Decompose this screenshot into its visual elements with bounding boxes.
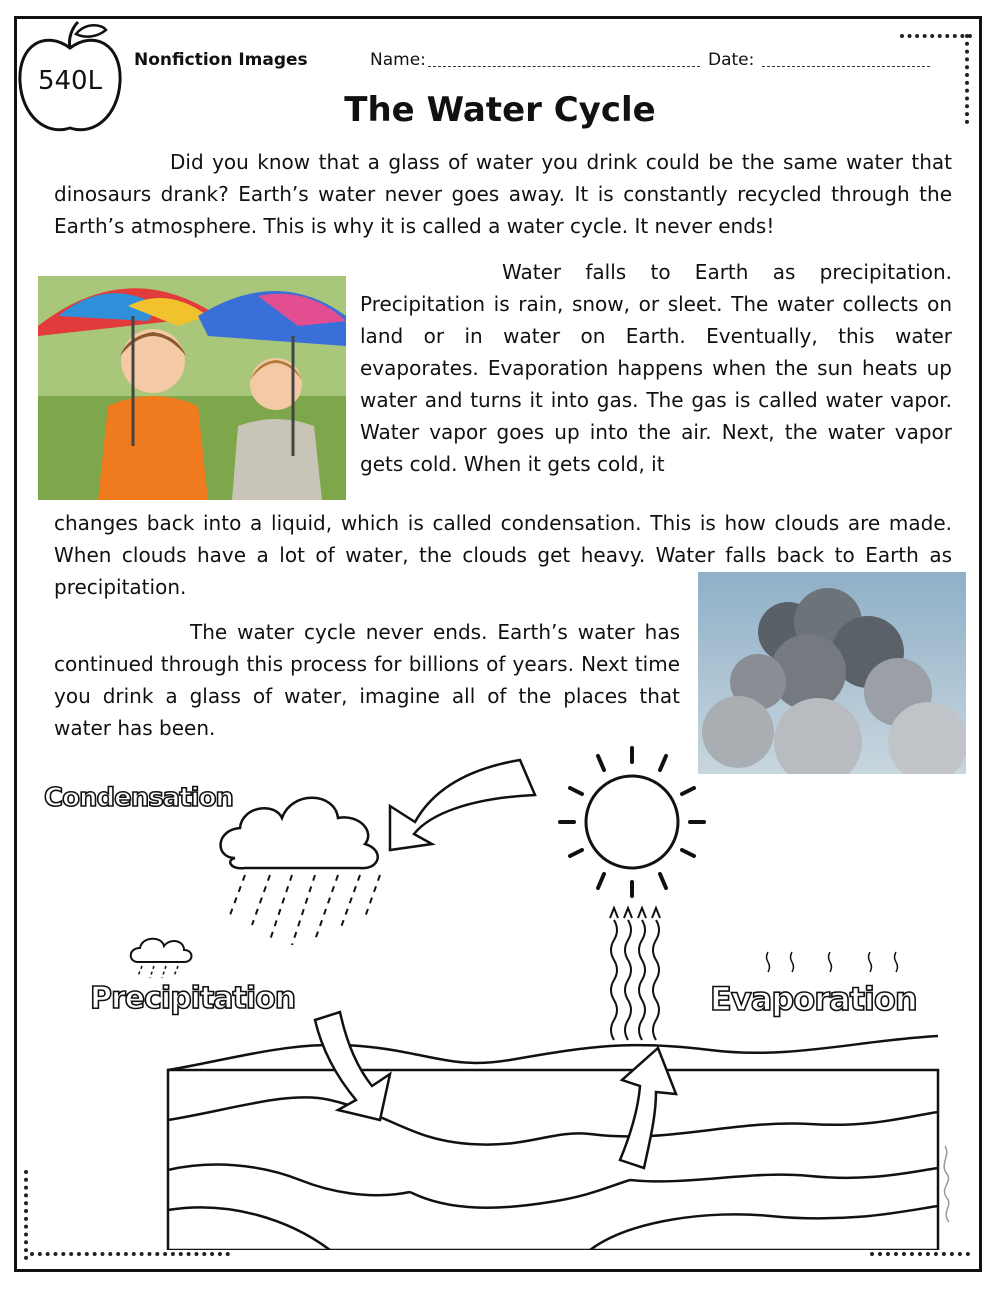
sun-icon bbox=[560, 748, 704, 896]
date-label: Date: bbox=[708, 50, 755, 70]
condensation-arrow-icon bbox=[390, 760, 535, 850]
dotted-border-bottom-right bbox=[870, 1252, 970, 1264]
name-field-line[interactable] bbox=[428, 66, 700, 67]
dotted-border-top bbox=[900, 34, 972, 48]
water-cycle-diagram bbox=[30, 740, 970, 1250]
landscape-drawing bbox=[168, 1036, 938, 1250]
paragraph-3 bbox=[54, 616, 680, 744]
precipitation-label: Precipitation bbox=[90, 981, 296, 1016]
precipitation-cloud-icon bbox=[131, 939, 192, 962]
lexile-level: 540L bbox=[37, 66, 103, 96]
name-label: Name: bbox=[370, 50, 426, 70]
paragraph-1 bbox=[54, 146, 952, 242]
paragraph-2-wrap bbox=[360, 256, 952, 480]
signature-mark bbox=[930, 1140, 960, 1250]
vapor-squiggles-icon bbox=[610, 908, 660, 1040]
paragraph-2-continued: changes back into a liquid, which is called condensation. This is how clouds are made. When clouds have a lot of water, the clouds get heavy. Water falls back to Earth as precipitation. bbox=[54, 511, 952, 599]
condensation-cloud-icon bbox=[221, 798, 378, 869]
paragraph-1-text: Did you know that a glass of water you drink could be the same water that dinosaurs drank? Earth’s water never goes away. It is constantly recycled through the Earth’s atmosphere. This is why it is called a water cycle. It never ends! bbox=[54, 150, 952, 238]
paragraph-2-wrap-text: Water falls to Earth as precipitation. Precipitation is rain, snow, or sleet. The water collects on land or in water on Earth. Eventually, this water evaporates. Evaporation happens when the sun heats up water and turns it into gas. The gas is called water vapor. Water vapor goes up into the air. Next, the water vapor gets cold. When it gets cold, it bbox=[360, 260, 952, 476]
paragraph-3-text: The water cycle never ends. Earth’s water has continued through this process for billions of years. Next time you drink a glass of water, imagine all of the places that water has been. bbox=[54, 620, 680, 740]
date-field-line[interactable] bbox=[762, 66, 930, 67]
kids-umbrellas-photo bbox=[38, 276, 346, 500]
condensation-label: Condensation bbox=[44, 783, 233, 813]
dotted-border-bottom bbox=[30, 1252, 230, 1264]
page-title: The Water Cycle bbox=[344, 90, 656, 130]
evaporation-label: Evaporation bbox=[710, 980, 917, 1018]
brand-label: Nonfiction Images bbox=[134, 50, 308, 70]
rain-icon bbox=[230, 875, 380, 945]
